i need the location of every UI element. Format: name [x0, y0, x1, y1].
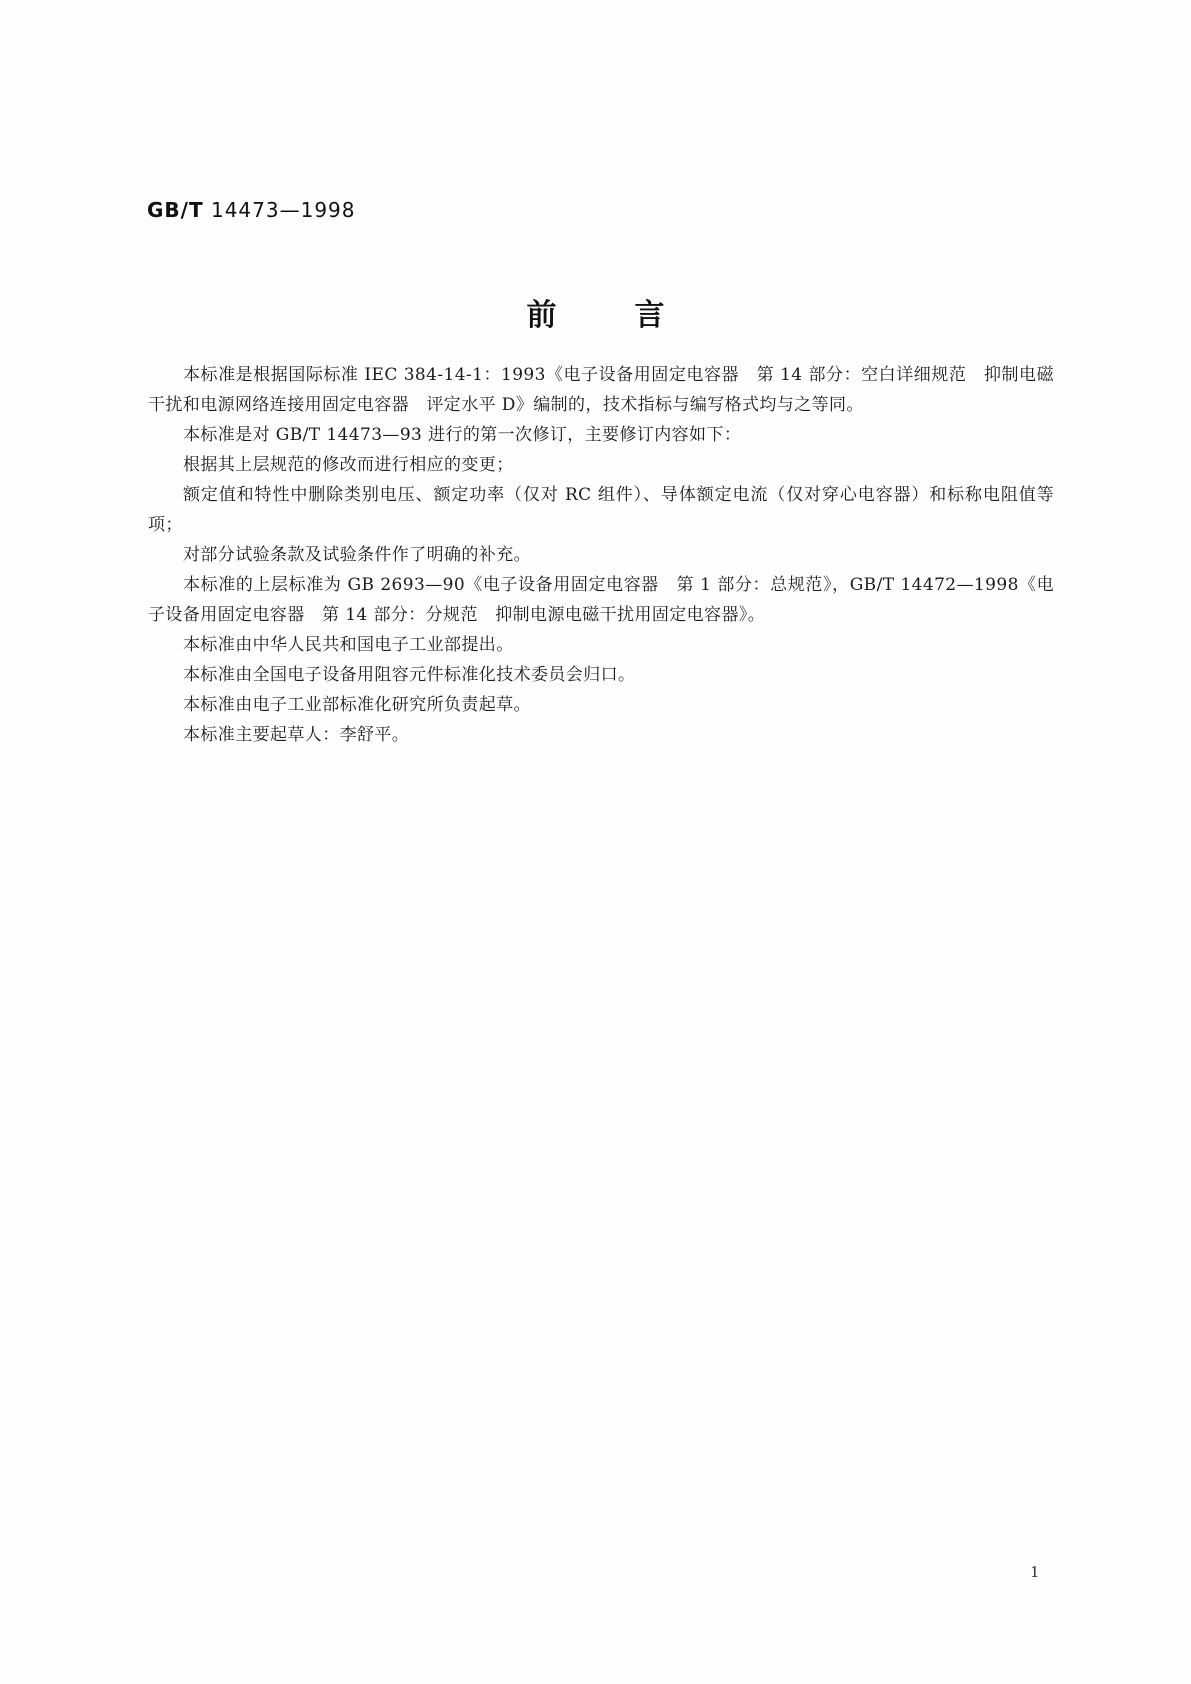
- paragraph-5: 对部分试验条款及试验条件作了明确的补充。: [183, 545, 531, 565]
- paragraph-9: 本标准由电子工业部标准化研究所负责起草。: [183, 695, 531, 715]
- page-number: 1: [1030, 1563, 1040, 1581]
- standard-number: 14473—1998: [210, 198, 356, 222]
- paragraph-6: 本标准的上层标准为 GB 2693—90《电子设备用固定电容器 第 1 部分：总规范》，GB/T 14472—1998《电子设备用固定电容器 第 14 部分：分规范 抑制电源电磁干扰用固定电容器》。: [148, 575, 1054, 625]
- foreword-body: [148, 360, 1054, 750]
- paragraph-3: 根据其上层规范的修改而进行相应的变更；: [183, 455, 514, 475]
- paragraph-1: 本标准是根据国际标准 IEC 384-14-1：1993《电子设备用固定电容器 第 14 部分：空白详细规范 抑制电磁干扰和电源网络连接用固定电容器 评定水平 D》编制的，技术指标与编写格式均与之等同。: [148, 365, 1054, 415]
- paragraph-2: 本标准是对 GB/T 14473—93 进行的第一次修订，主要修订内容如下：: [183, 425, 742, 445]
- paragraph-7: 本标准由中华人民共和国电子工业部提出。: [183, 635, 514, 655]
- standard-number-header: [147, 198, 356, 222]
- paragraph-8: 本标准由全国电子设备用阻容元件标准化技术委员会归口。: [183, 665, 636, 685]
- page-title: 前言: [526, 298, 743, 333]
- paragraph-10: 本标准主要起草人：李舒平。: [183, 725, 410, 745]
- standard-prefix: GB/T: [147, 198, 204, 222]
- paragraph-4: 额定值和特性中删除类别电压、额定功率（仅对 RC 组件）、导体额定电流（仅对穿心电容器）和标称电阻值等项；: [148, 485, 1054, 535]
